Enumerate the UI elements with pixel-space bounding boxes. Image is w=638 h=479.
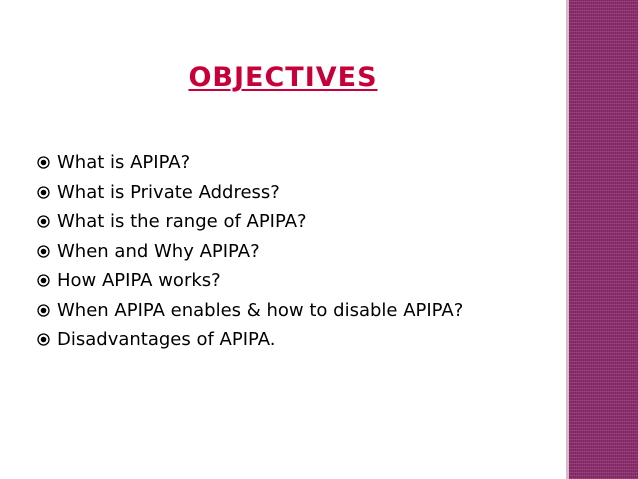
list-item — [37, 296, 463, 326]
radio-bullet-icon — [37, 274, 50, 287]
radio-bullet-icon — [37, 186, 50, 199]
bullet-text: What is APIPA? — [57, 152, 191, 174]
radio-bullet-icon — [37, 215, 50, 228]
bullet-text: How APIPA works? — [57, 270, 221, 292]
decorative-side-band — [569, 0, 638, 479]
slide-title-text: OBJECTIVES — [188, 62, 378, 93]
bullet-list — [37, 148, 463, 355]
bullet-text: What is Private Address? — [57, 181, 280, 203]
list-item — [37, 266, 463, 296]
bullet-text: Disadvantages of APIPA. — [57, 329, 276, 351]
list-item — [37, 237, 463, 267]
bullet-text: What is the range of APIPA? — [57, 211, 307, 233]
radio-bullet-icon — [37, 156, 50, 169]
slide-title — [0, 62, 566, 93]
bullet-text: When and Why APIPA? — [57, 240, 260, 262]
list-item — [37, 207, 463, 237]
radio-bullet-icon — [37, 333, 50, 346]
bullet-text: When APIPA enables & how to disable APIPA? — [57, 299, 464, 321]
list-item — [37, 148, 463, 178]
list-item — [37, 178, 463, 208]
radio-bullet-icon — [37, 245, 50, 258]
list-item — [37, 325, 463, 355]
radio-bullet-icon — [37, 304, 50, 317]
